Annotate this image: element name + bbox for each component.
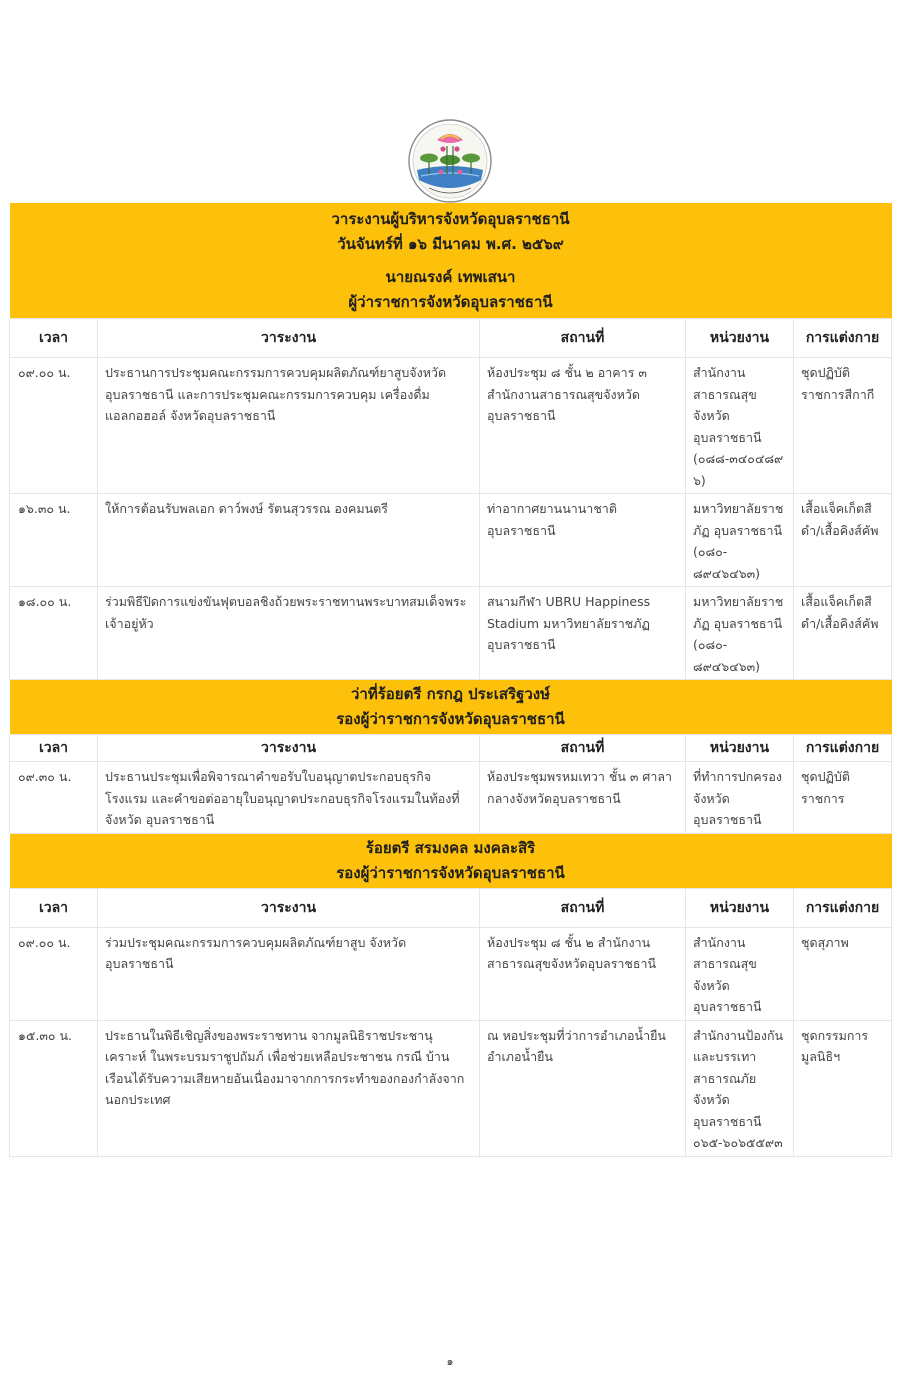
cell-place: ห้องประชุมพรหมเทวา ชั้น ๓ ศาลากลางจังหวัดอุบลราชธานี [480, 762, 686, 834]
table-header-row [10, 888, 892, 927]
cell-time: ๐๙.๓๐ น. [10, 762, 98, 834]
column-header-unit: หน่วยงาน [686, 735, 794, 762]
cell-place: ห้องประชุม ๘ ชั้น ๒ สำนักงาน สาธารณสุขจังหวัดอุบลราชธานี [480, 927, 686, 1020]
cell-unit: สำนักงานป้องกัน และบรรเทา สาธารณภัย จังหวัด อุบลราชธานี ๐๖๕-๖๐๖๕๕๙๓ [686, 1020, 794, 1156]
column-header-place: สถานที่ [480, 888, 686, 927]
column-header-agenda: วาระงาน [98, 888, 480, 927]
ubon-ratchathani-province-seal-icon [407, 118, 493, 204]
cell-place: สนามกีฬา UBRU Happiness Stadium มหาวิทยาลัยราชภัฏ อุบลราชธานี [480, 587, 686, 680]
cell-agenda: ประธานในพิธีเชิญสิ่งของพระราชทาน จากมูลนิธิราชประชานุเคราะห์ ในพระบรมราชูปถัมภ์ เพื่อช่วยเหลือประชาชน กรณี บ้านเรือนได้รับความเสียหายอันเนื่องมาจากการกระทำของกองกำลังจากนอกประเทศ [98, 1020, 480, 1156]
table-header-row [10, 319, 892, 358]
cell-place: ท่าอากาศยานนานาชาติอุบลราชธานี [480, 494, 686, 587]
cell-time: ๑๘.๐๐ น. [10, 587, 98, 680]
column-header-place: สถานที่ [480, 735, 686, 762]
cell-agenda: ให้การต้อนรับพลเอก ดาว์พงษ์ รัตนสุวรรณ องคมนตรี [98, 494, 480, 587]
cell-time: ๑๕.๓๐ น. [10, 1020, 98, 1156]
section-banner [10, 680, 892, 735]
table-row [10, 587, 892, 680]
column-header-time: เวลา [10, 735, 98, 762]
section-official-position: รองผู้ว่าราชการจังหวัดอุบลราชธานี [336, 863, 565, 882]
section-official-position: รองผู้ว่าราชการจังหวัดอุบลราชธานี [336, 710, 565, 728]
cell-unit: ที่ทำการปกครอง จังหวัด อุบลราชธานี [686, 762, 794, 834]
section-banner [10, 833, 892, 888]
cell-dress: ชุดปฏิบัติ ราชการ [794, 762, 892, 834]
cell-dress: เสื้อแจ็คเก็ตสี ดำ/เสื้อคิงส์คัพ [794, 494, 892, 587]
document-date: วันจันทร์ที่ ๑๖ มีนาคม พ.ศ. ๒๕๖๙ [337, 235, 564, 253]
cell-agenda: ร่วมพิธีปิดการแข่งขันฟุตบอลชิงถ้วยพระราชทานพระบาทสมเด็จพระ เจ้าอยู่หัว [98, 587, 480, 680]
cell-unit: สำนักงาน สาธารณสุขจังหวัด อุบลราชธานี (๐๘๘-๓๔๐๔๘๙๖) [686, 358, 794, 494]
column-header-agenda: วาระงาน [98, 735, 480, 762]
table-row [10, 927, 892, 1020]
cell-unit: มหาวิทยาลัยราช ภัฏ อุบลราชธานี (๐๘๐- ๘๙๔๖๔๖๓) [686, 587, 794, 680]
column-header-unit: หน่วยงาน [686, 319, 794, 358]
cell-dress: เสื้อแจ็คเก็ตสี ดำ/เสื้อคิงส์คัพ [794, 587, 892, 680]
column-header-agenda: วาระงาน [98, 319, 480, 358]
agenda-table [9, 203, 892, 1157]
column-header-dress: การแต่งกาย [794, 319, 892, 358]
table-row [10, 494, 892, 587]
document-title: วาระงานผู้บริหารจังหวัดอุบลราชธานี [331, 210, 570, 228]
agenda-document [9, 203, 891, 1157]
cell-agenda: ประธานการประชุมคณะกรรมการควบคุมผลิตภัณฑ์ยาสูบจังหวัดอุบลราชธานี และการประชุมคณะกรรมการควบคุม เครื่องดื่มแอลกอฮอล์ จังหวัดอุบลราชธานี [98, 358, 480, 494]
cell-time: ๑๖.๓๐ น. [10, 494, 98, 587]
column-header-time: เวลา [10, 888, 98, 927]
cell-time: ๐๙.๐๐ น. [10, 927, 98, 1020]
cell-unit: มหาวิทยาลัยราช ภัฏ อุบลราชธานี (๐๘๐- ๘๙๔๖๔๖๓) [686, 494, 794, 587]
section-official-name: ว่าที่ร้อยตรี กรกฎ ประเสริฐวงษ์ [351, 685, 551, 703]
page-number: ๑ [446, 1355, 454, 1368]
cell-dress: ชุดสุภาพ [794, 927, 892, 1020]
cell-dress: ชุดปฏิบัติ ราชการสีกากี [794, 358, 892, 494]
cell-place: ณ หอประชุมที่ว่าการอำเภอน้ำยืน อำเภอน้ำยืน [480, 1020, 686, 1156]
column-header-place: สถานที่ [480, 319, 686, 358]
section-official-name: ร้อยตรี สรมงคล มงคละสิริ [365, 838, 536, 857]
cell-unit: สำนักงาน สาธารณสุขจังหวัด อุบลราชธานี [686, 927, 794, 1020]
table-row [10, 762, 892, 834]
cell-place: ห้องประชุม ๘ ชั้น ๒ อาคาร ๓ สำนักงานสาธารณสุขจังหวัด อุบลราชธานี [480, 358, 686, 494]
cell-dress: ชุดกรรมการ มูลนิธิฯ [794, 1020, 892, 1156]
column-header-time: เวลา [10, 319, 98, 358]
table-row [10, 1020, 892, 1156]
cell-time: ๐๙.๐๐ น. [10, 358, 98, 494]
table-header-row [10, 735, 892, 762]
document-header-banner [10, 203, 892, 319]
section-official-name: นายณรงค์ เทพเสนา [385, 268, 516, 286]
cell-agenda: ประธานประชุมเพื่อพิจารณาคำขอรับใบอนุญาตประกอบธุรกิจโรงแรม และคำขอต่ออายุใบอนุญาตประกอบธุรกิจโรงแรมในท้องที่จังหวัด อุบลราชธานี [98, 762, 480, 834]
province-seal-logo [407, 118, 493, 204]
section-official-position: ผู้ว่าราชการจังหวัดอุบลราชธานี [348, 293, 553, 311]
cell-agenda: ร่วมประชุมคณะกรรมการควบคุมผลิตภัณฑ์ยาสูบ จังหวัดอุบลราชธานี [98, 927, 480, 1020]
column-header-dress: การแต่งกาย [794, 735, 892, 762]
table-row [10, 358, 892, 494]
column-header-dress: การแต่งกาย [794, 888, 892, 927]
column-header-unit: หน่วยงาน [686, 888, 794, 927]
